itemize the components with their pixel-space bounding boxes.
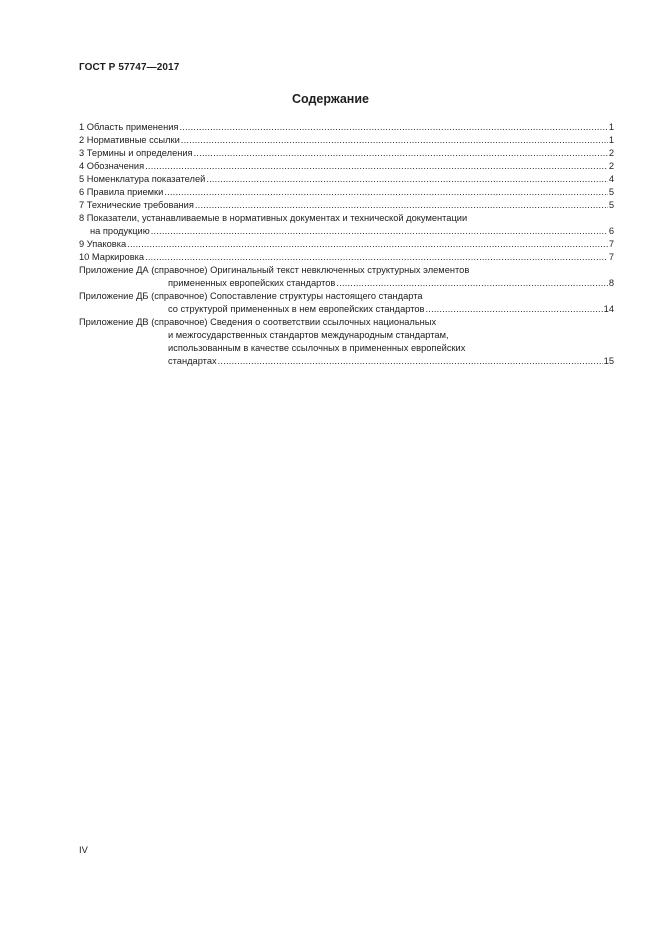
toc-entry-text: 8 Показатели, устанавливаемые в нормативных документах и технической документации (79, 213, 468, 223)
toc-entry-text: 6 Правила приемки (79, 187, 164, 197)
toc-entry-appendix-da[interactable] (79, 264, 614, 290)
toc-entry-page: 8 (608, 278, 614, 288)
leader-dots (218, 355, 603, 368)
toc-entry-1[interactable] (79, 121, 614, 134)
toc-entry-page: 7 (608, 252, 614, 262)
toc-entry-9[interactable] (79, 238, 614, 251)
leader-dots (127, 238, 608, 251)
leader-dots (164, 186, 608, 199)
toc-entry-10[interactable] (79, 251, 614, 264)
toc-entry-text: 2 Нормативные ссылки (79, 135, 180, 145)
toc-entry-page: 2 (608, 148, 614, 158)
leader-dots (336, 277, 607, 290)
toc-entry-7[interactable] (79, 199, 614, 212)
toc-entry-text: 7 Технические требования (79, 200, 194, 210)
table-of-contents (79, 121, 614, 368)
toc-entry-page: 1 (608, 122, 614, 132)
toc-entry-text-cont: и межгосударственных стандартов международным стандартам, (168, 330, 449, 340)
toc-entry-4[interactable] (79, 160, 614, 173)
toc-entry-text: Приложение ДА (справочное) Оригинальный текст невключенных структурных элементов (79, 265, 470, 275)
toc-entry-appendix-db[interactable] (79, 290, 614, 316)
leader-dots (145, 251, 608, 264)
toc-entry-text-cont: примененных европейских стандартов (168, 278, 336, 288)
toc-entry-text: 3 Термины и определения (79, 148, 193, 158)
toc-entry-text: 1 Область применения (79, 122, 179, 132)
toc-entry-5[interactable] (79, 173, 614, 186)
toc-entry-text: Приложение ДВ (справочное) Сведения о соответствии ссылочных национальных (79, 317, 437, 327)
document-code: ГОСТ Р 57747—2017 (79, 62, 180, 73)
leader-dots (426, 303, 603, 316)
toc-entry-appendix-dv[interactable] (79, 316, 614, 368)
leader-dots (194, 147, 608, 160)
toc-entry-text-cont: использованным в качестве ссылочных в примененных европейских (168, 343, 466, 353)
toc-entry-page: 2 (608, 161, 614, 171)
page-number: IV (79, 845, 88, 855)
toc-entry-page: 15 (603, 356, 614, 366)
toc-entry-8[interactable] (79, 212, 614, 238)
toc-entry-page: 1 (608, 135, 614, 145)
toc-entry-page: 4 (608, 174, 614, 184)
toc-entry-text-cont: со структурой примененных в нем европейских стандартов (168, 304, 425, 314)
toc-entry-text-cont: на продукцию (90, 226, 150, 236)
leader-dots (206, 173, 608, 186)
toc-entry-text: 5 Номенклатура показателей (79, 174, 206, 184)
toc-entry-page: 14 (603, 304, 614, 314)
toc-entry-3[interactable] (79, 147, 614, 160)
toc-entry-text: 4 Обозначения (79, 161, 145, 171)
leader-dots (195, 199, 608, 212)
leader-dots (181, 134, 608, 147)
leader-dots (151, 225, 608, 238)
toc-entry-page: 5 (608, 187, 614, 197)
toc-entry-text-cont: стандартах (168, 356, 217, 366)
toc-title: Содержание (291, 92, 369, 106)
toc-entry-2[interactable] (79, 134, 614, 147)
toc-entry-page: 7 (608, 239, 614, 249)
toc-entry-text: Приложение ДБ (справочное) Сопоставление структуры настоящего стандарта (79, 291, 423, 301)
toc-entry-6[interactable] (79, 186, 614, 199)
leader-dots (145, 160, 608, 173)
leader-dots (179, 121, 607, 134)
toc-entry-page: 6 (608, 226, 614, 236)
toc-entry-text: 9 Упаковка (79, 239, 127, 249)
toc-entry-text: 10 Маркировка (79, 252, 145, 262)
toc-entry-page: 5 (608, 200, 614, 210)
